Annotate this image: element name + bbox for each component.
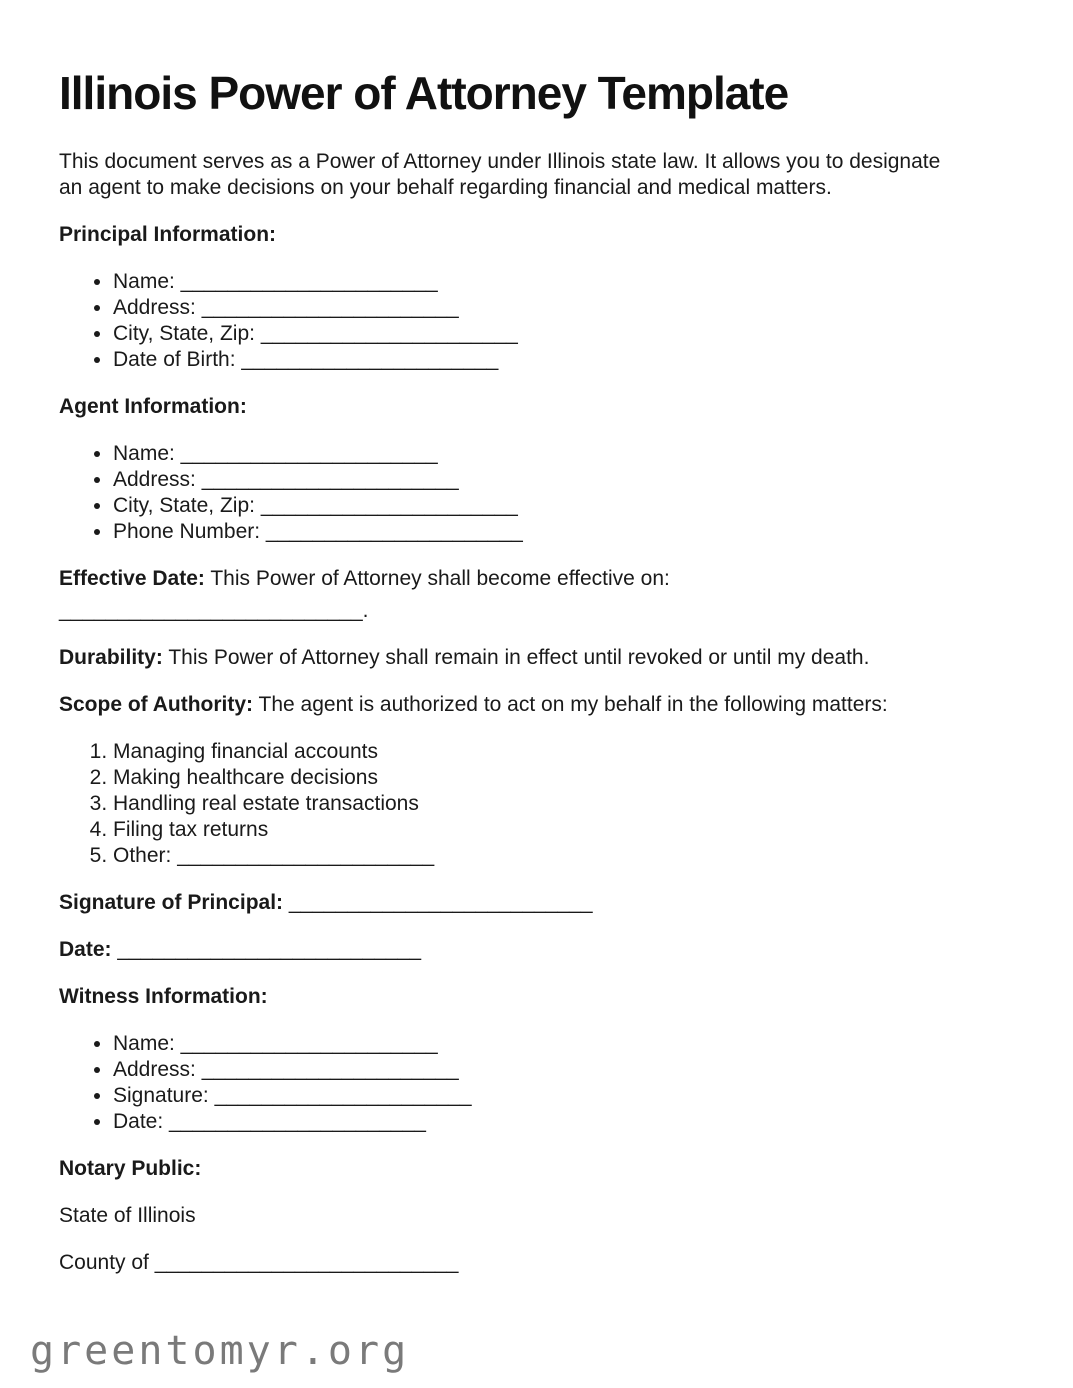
section-heading-agent: Agent Information: — [59, 395, 247, 419]
intro-paragraph: This document serves as a Power of Attorney under Illinois state law. It allows you to designate an agent to make decisions on your behalf regarding financial and medical matters. — [59, 150, 941, 200]
field-line-witness-address: • Address: ______________________ — [113, 1057, 949, 1083]
field-line-agent-address: • Address: ______________________ — [113, 467, 949, 493]
notary-state-line: State of Illinois — [59, 1204, 196, 1228]
section-heading-principal: Principal Information: — [59, 223, 277, 247]
effective-date-text: This Power of Attorney shall become effective on: — [210, 567, 670, 591]
signature-line — [59, 890, 949, 916]
effective-date-blank: __________________________. — [59, 599, 369, 623]
effective-date-label: Effective Date: — [59, 567, 205, 591]
scope-item-other: 5. Other: ______________________ — [113, 843, 949, 869]
scope-authority-list — [59, 739, 949, 869]
durability-label: Durability: — [59, 646, 163, 670]
effective-date-paragraph — [59, 566, 949, 624]
scope-item-real-estate: 3. Handling real estate transactions — [113, 791, 949, 817]
field-line-principal-name: • Name: ______________________ — [113, 269, 949, 295]
watermark-greentomyr: greentomyr.org — [30, 1328, 410, 1374]
section-heading-notary: Notary Public: — [59, 1157, 202, 1181]
scope-paragraph — [59, 692, 949, 718]
page-title: Illinois Power of Attorney Template — [59, 67, 789, 119]
county-label: County of — [59, 1251, 149, 1275]
scope-item-healthcare: 2. Making healthcare decisions — [113, 765, 949, 791]
field-line-principal-city-state-zip: • City, State, Zip: ______________________ — [113, 321, 949, 347]
witness-info-list — [59, 1031, 949, 1135]
field-line-witness-date: • Date: ______________________ — [113, 1109, 949, 1135]
section-heading-witness: Witness Information: — [59, 985, 268, 1009]
durability-text: This Power of Attorney shall remain in effect until revoked or until my death. — [168, 646, 870, 670]
principal-info-list — [59, 269, 949, 373]
date-line — [59, 937, 949, 963]
signature-label: Signature of Principal: — [59, 891, 284, 915]
notary-county-line — [59, 1250, 949, 1276]
durability-paragraph — [59, 645, 949, 671]
county-blank: __________________________ — [154, 1251, 459, 1275]
date-label: Date: — [59, 938, 112, 962]
scope-item-tax: 4. Filing tax returns — [113, 817, 949, 843]
scope-label: Scope of Authority: — [59, 693, 254, 717]
field-line-principal-dob: • Date of Birth: ______________________ — [113, 347, 949, 373]
scope-text: The agent is authorized to act on my behalf in the following matters: — [258, 693, 888, 717]
field-line-witness-name: • Name: ______________________ — [113, 1031, 949, 1057]
signature-blank: __________________________ — [288, 891, 593, 915]
field-line-agent-phone: • Phone Number: ______________________ — [113, 519, 949, 545]
field-line-principal-address: • Address: ______________________ — [113, 295, 949, 321]
field-line-witness-signature: • Signature: ______________________ — [113, 1083, 949, 1109]
agent-info-list — [59, 441, 949, 545]
scope-item-financial: 1. Managing financial accounts — [113, 739, 949, 765]
date-blank: __________________________ — [117, 938, 422, 962]
field-line-agent-city-state-zip: • City, State, Zip: ______________________ — [113, 493, 949, 519]
field-line-agent-name: • Name: ______________________ — [113, 441, 949, 467]
